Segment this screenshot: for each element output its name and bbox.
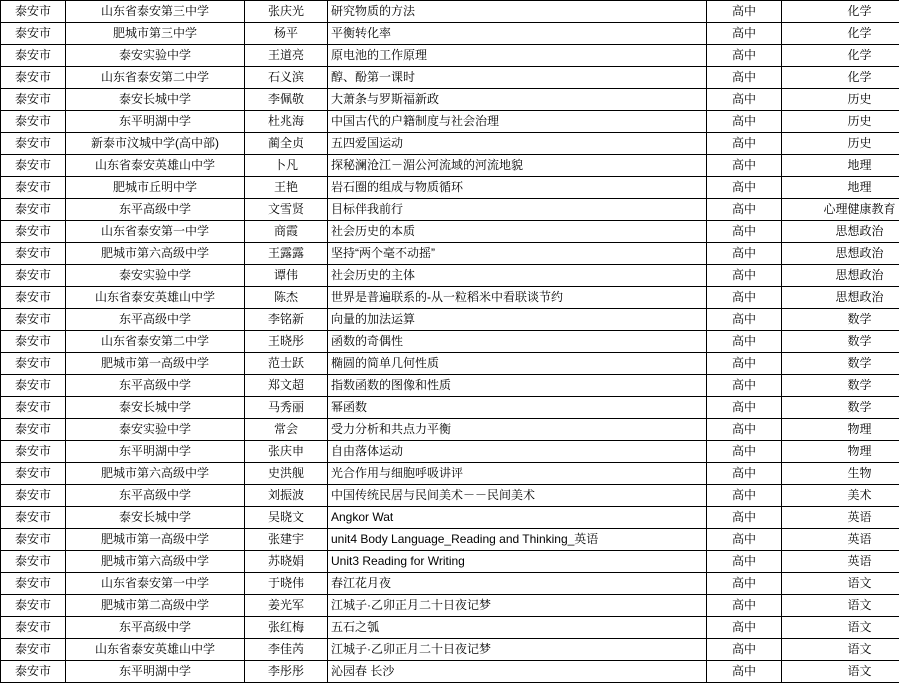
cell-level: 高中 — [707, 111, 782, 133]
cell-level: 高中 — [707, 89, 782, 111]
cell-title: 椭圆的简单几何性质 — [328, 353, 707, 375]
cell-subject: 思想政治 — [782, 287, 899, 309]
cell-teacher: 杨平 — [245, 23, 328, 45]
table-body — [1, 1, 899, 683]
cell-subject: 语文 — [782, 639, 899, 661]
cell-level: 高中 — [707, 133, 782, 155]
cell-city: 泰安市 — [1, 287, 66, 309]
cell-teacher: 张庆申 — [245, 441, 328, 463]
cell-subject: 历史 — [782, 133, 899, 155]
cell-level: 高中 — [707, 507, 782, 529]
cell-teacher: 陈杰 — [245, 287, 328, 309]
table-row — [1, 287, 899, 309]
cell-subject: 数学 — [782, 397, 899, 419]
cell-city: 泰安市 — [1, 463, 66, 485]
cell-teacher: 张庆光 — [245, 1, 328, 23]
table-row — [1, 1, 899, 23]
cell-school: 山东省泰安英雄山中学 — [66, 155, 245, 177]
cell-level: 高中 — [707, 529, 782, 551]
cell-school: 泰安实验中学 — [66, 45, 245, 67]
cell-level: 高中 — [707, 397, 782, 419]
cell-title: 平衡转化率 — [328, 23, 707, 45]
cell-title: 向量的加法运算 — [328, 309, 707, 331]
cell-subject: 生物 — [782, 463, 899, 485]
cell-level: 高中 — [707, 485, 782, 507]
cell-teacher: 范士跃 — [245, 353, 328, 375]
cell-school: 肥城市第一高级中学 — [66, 529, 245, 551]
cell-city: 泰安市 — [1, 353, 66, 375]
cell-city: 泰安市 — [1, 155, 66, 177]
cell-city: 泰安市 — [1, 199, 66, 221]
cell-subject: 地理 — [782, 177, 899, 199]
cell-title: 社会历史的本质 — [328, 221, 707, 243]
cell-school: 山东省泰安第一中学 — [66, 221, 245, 243]
cell-school: 山东省泰安第一中学 — [66, 573, 245, 595]
cell-city: 泰安市 — [1, 177, 66, 199]
cell-title: 原电池的工作原理 — [328, 45, 707, 67]
cell-city: 泰安市 — [1, 1, 66, 23]
cell-city: 泰安市 — [1, 617, 66, 639]
cell-title: 幂函数 — [328, 397, 707, 419]
cell-school: 肥城市第六高级中学 — [66, 463, 245, 485]
cell-teacher: 蔺全贞 — [245, 133, 328, 155]
cell-school: 山东省泰安英雄山中学 — [66, 287, 245, 309]
cell-level: 高中 — [707, 177, 782, 199]
cell-school: 山东省泰安英雄山中学 — [66, 639, 245, 661]
cell-title: unit4 Body Language_Reading and Thinking_英语 — [328, 529, 707, 551]
cell-level: 高中 — [707, 419, 782, 441]
cell-title: 坚持“两个毫不动摇” — [328, 243, 707, 265]
cell-city: 泰安市 — [1, 111, 66, 133]
cell-title: 探秘澜沧江－湄公河流域的河流地貌 — [328, 155, 707, 177]
cell-teacher: 杜兆海 — [245, 111, 328, 133]
table-row — [1, 661, 899, 683]
cell-title: 指数函数的图像和性质 — [328, 375, 707, 397]
cell-city: 泰安市 — [1, 133, 66, 155]
cell-title: 函数的奇偶性 — [328, 331, 707, 353]
cell-level: 高中 — [707, 661, 782, 683]
table-row — [1, 595, 899, 617]
table-row — [1, 375, 899, 397]
cell-city: 泰安市 — [1, 45, 66, 67]
cell-city: 泰安市 — [1, 397, 66, 419]
table-row — [1, 243, 899, 265]
cell-level: 高中 — [707, 1, 782, 23]
cell-subject: 历史 — [782, 89, 899, 111]
cell-title: 五石之瓠 — [328, 617, 707, 639]
cell-subject: 思想政治 — [782, 243, 899, 265]
cell-teacher: 史洪舰 — [245, 463, 328, 485]
cell-subject: 地理 — [782, 155, 899, 177]
cell-school: 肥城市第二高级中学 — [66, 595, 245, 617]
cell-level: 高中 — [707, 617, 782, 639]
cell-subject: 历史 — [782, 111, 899, 133]
table-row — [1, 23, 899, 45]
cell-subject: 化学 — [782, 23, 899, 45]
cell-teacher: 苏晓娟 — [245, 551, 328, 573]
cell-level: 高中 — [707, 551, 782, 573]
table-row — [1, 67, 899, 89]
cell-teacher: 李铭新 — [245, 309, 328, 331]
table-row — [1, 397, 899, 419]
table-row — [1, 617, 899, 639]
table-row — [1, 45, 899, 67]
cell-city: 泰安市 — [1, 23, 66, 45]
cell-school: 肥城市丘明中学 — [66, 177, 245, 199]
cell-subject: 物理 — [782, 441, 899, 463]
cell-teacher: 王晓彤 — [245, 331, 328, 353]
table-row — [1, 111, 899, 133]
cell-teacher: 文雪贤 — [245, 199, 328, 221]
cell-level: 高中 — [707, 375, 782, 397]
cell-title: 受力分析和共点力平衡 — [328, 419, 707, 441]
table-row — [1, 573, 899, 595]
table-row — [1, 331, 899, 353]
cell-title: 社会历史的主体 — [328, 265, 707, 287]
cell-subject: 英语 — [782, 507, 899, 529]
cell-level: 高中 — [707, 463, 782, 485]
cell-city: 泰安市 — [1, 67, 66, 89]
table-row — [1, 177, 899, 199]
cell-school: 东平高级中学 — [66, 375, 245, 397]
cell-subject: 语文 — [782, 595, 899, 617]
cell-city: 泰安市 — [1, 375, 66, 397]
cell-title: 江城子·乙卯正月二十日夜记梦 — [328, 595, 707, 617]
cell-subject: 化学 — [782, 1, 899, 23]
cell-city: 泰安市 — [1, 485, 66, 507]
table-row — [1, 551, 899, 573]
cell-school: 东平明湖中学 — [66, 111, 245, 133]
cell-subject: 数学 — [782, 375, 899, 397]
cell-subject: 英语 — [782, 551, 899, 573]
cell-subject: 英语 — [782, 529, 899, 551]
cell-teacher: 刘振波 — [245, 485, 328, 507]
cell-city: 泰安市 — [1, 529, 66, 551]
cell-title: 五四爱国运动 — [328, 133, 707, 155]
cell-title: 研究物质的方法 — [328, 1, 707, 23]
cell-teacher: 商霞 — [245, 221, 328, 243]
table-row — [1, 221, 899, 243]
cell-city: 泰安市 — [1, 595, 66, 617]
cell-title: 光合作用与细胞呼吸讲评 — [328, 463, 707, 485]
cell-school: 东平明湖中学 — [66, 441, 245, 463]
cell-school: 东平明湖中学 — [66, 661, 245, 683]
table-row — [1, 309, 899, 331]
cell-level: 高中 — [707, 199, 782, 221]
cell-teacher: 吴晓文 — [245, 507, 328, 529]
cell-title: 中国传统民居与民间美术－－民间美术 — [328, 485, 707, 507]
cell-level: 高中 — [707, 331, 782, 353]
cell-level: 高中 — [707, 67, 782, 89]
cell-school: 泰安实验中学 — [66, 419, 245, 441]
table-row — [1, 199, 899, 221]
cell-title: 世界是普遍联系的-从一粒稻米中看联谈节约 — [328, 287, 707, 309]
cell-city: 泰安市 — [1, 89, 66, 111]
cell-title: 沁园春 长沙 — [328, 661, 707, 683]
cell-title: 岩石圈的组成与物质循环 — [328, 177, 707, 199]
cell-school: 山东省泰安第三中学 — [66, 1, 245, 23]
cell-subject: 心理健康教育 — [782, 199, 899, 221]
cell-school: 泰安长城中学 — [66, 507, 245, 529]
cell-city: 泰安市 — [1, 309, 66, 331]
cell-subject: 思想政治 — [782, 221, 899, 243]
table-row — [1, 441, 899, 463]
cell-school: 肥城市第六高级中学 — [66, 551, 245, 573]
cell-title: 醇、酚第一课时 — [328, 67, 707, 89]
cell-teacher: 王露露 — [245, 243, 328, 265]
cell-level: 高中 — [707, 441, 782, 463]
cell-school: 东平高级中学 — [66, 309, 245, 331]
cell-title: 目标伴我前行 — [328, 199, 707, 221]
cell-subject: 数学 — [782, 309, 899, 331]
cell-subject: 语文 — [782, 661, 899, 683]
cell-subject: 物理 — [782, 419, 899, 441]
table-row — [1, 529, 899, 551]
cell-teacher: 姜光军 — [245, 595, 328, 617]
cell-title: 自由落体运动 — [328, 441, 707, 463]
cell-level: 高中 — [707, 287, 782, 309]
table-row — [1, 485, 899, 507]
cell-level: 高中 — [707, 595, 782, 617]
cell-school: 泰安长城中学 — [66, 397, 245, 419]
cell-school: 东平高级中学 — [66, 199, 245, 221]
cell-level: 高中 — [707, 639, 782, 661]
cell-teacher: 王艳 — [245, 177, 328, 199]
cell-teacher: 张建宇 — [245, 529, 328, 551]
cell-school: 新泰市汶城中学(高中部) — [66, 133, 245, 155]
cell-teacher: 谭伟 — [245, 265, 328, 287]
cell-city: 泰安市 — [1, 331, 66, 353]
cell-level: 高中 — [707, 155, 782, 177]
cell-teacher: 常会 — [245, 419, 328, 441]
cell-teacher: 张红梅 — [245, 617, 328, 639]
cell-city: 泰安市 — [1, 639, 66, 661]
cell-city: 泰安市 — [1, 573, 66, 595]
table-row — [1, 419, 899, 441]
cell-subject: 化学 — [782, 45, 899, 67]
cell-level: 高中 — [707, 45, 782, 67]
cell-school: 肥城市第六高级中学 — [66, 243, 245, 265]
cell-school: 东平高级中学 — [66, 617, 245, 639]
cell-subject: 美术 — [782, 485, 899, 507]
cell-level: 高中 — [707, 23, 782, 45]
cell-title: 大萧条与罗斯福新政 — [328, 89, 707, 111]
cell-teacher: 李彤彤 — [245, 661, 328, 683]
cell-level: 高中 — [707, 309, 782, 331]
cell-teacher: 马秀丽 — [245, 397, 328, 419]
cell-school: 肥城市第三中学 — [66, 23, 245, 45]
cell-city: 泰安市 — [1, 243, 66, 265]
cell-teacher: 卜凡 — [245, 155, 328, 177]
cell-level: 高中 — [707, 221, 782, 243]
cell-title: Unit3 Reading for Writing — [328, 551, 707, 573]
cell-city: 泰安市 — [1, 419, 66, 441]
table-row — [1, 507, 899, 529]
cell-city: 泰安市 — [1, 507, 66, 529]
cell-school: 山东省泰安第二中学 — [66, 67, 245, 89]
cell-title: 江城子·乙卯正月二十日夜记梦 — [328, 639, 707, 661]
cell-title: 春江花月夜 — [328, 573, 707, 595]
cell-teacher: 李佳芮 — [245, 639, 328, 661]
cell-teacher: 王道亮 — [245, 45, 328, 67]
cell-subject: 语文 — [782, 573, 899, 595]
cell-level: 高中 — [707, 353, 782, 375]
table-row — [1, 353, 899, 375]
cell-teacher: 于晓伟 — [245, 573, 328, 595]
cell-city: 泰安市 — [1, 265, 66, 287]
cell-school: 泰安长城中学 — [66, 89, 245, 111]
cell-title: 中国古代的户籍制度与社会治理 — [328, 111, 707, 133]
cell-title: Angkor Wat — [328, 507, 707, 529]
cell-teacher: 郑文超 — [245, 375, 328, 397]
cell-subject: 数学 — [782, 331, 899, 353]
cell-school: 山东省泰安第二中学 — [66, 331, 245, 353]
cell-city: 泰安市 — [1, 551, 66, 573]
cell-subject: 语文 — [782, 617, 899, 639]
cell-city: 泰安市 — [1, 221, 66, 243]
cell-subject: 数学 — [782, 353, 899, 375]
cell-school: 东平高级中学 — [66, 485, 245, 507]
table-row — [1, 639, 899, 661]
cell-city: 泰安市 — [1, 661, 66, 683]
cell-teacher: 李佩敬 — [245, 89, 328, 111]
table-row — [1, 463, 899, 485]
table-row — [1, 89, 899, 111]
table-row — [1, 133, 899, 155]
table-row — [1, 155, 899, 177]
cell-school: 泰安实验中学 — [66, 265, 245, 287]
table-row — [1, 265, 899, 287]
cell-subject: 思想政治 — [782, 265, 899, 287]
cell-level: 高中 — [707, 573, 782, 595]
cell-level: 高中 — [707, 265, 782, 287]
cell-city: 泰安市 — [1, 441, 66, 463]
cell-teacher: 石义滨 — [245, 67, 328, 89]
cell-level: 高中 — [707, 243, 782, 265]
cell-subject: 化学 — [782, 67, 899, 89]
cell-school: 肥城市第一高级中学 — [66, 353, 245, 375]
